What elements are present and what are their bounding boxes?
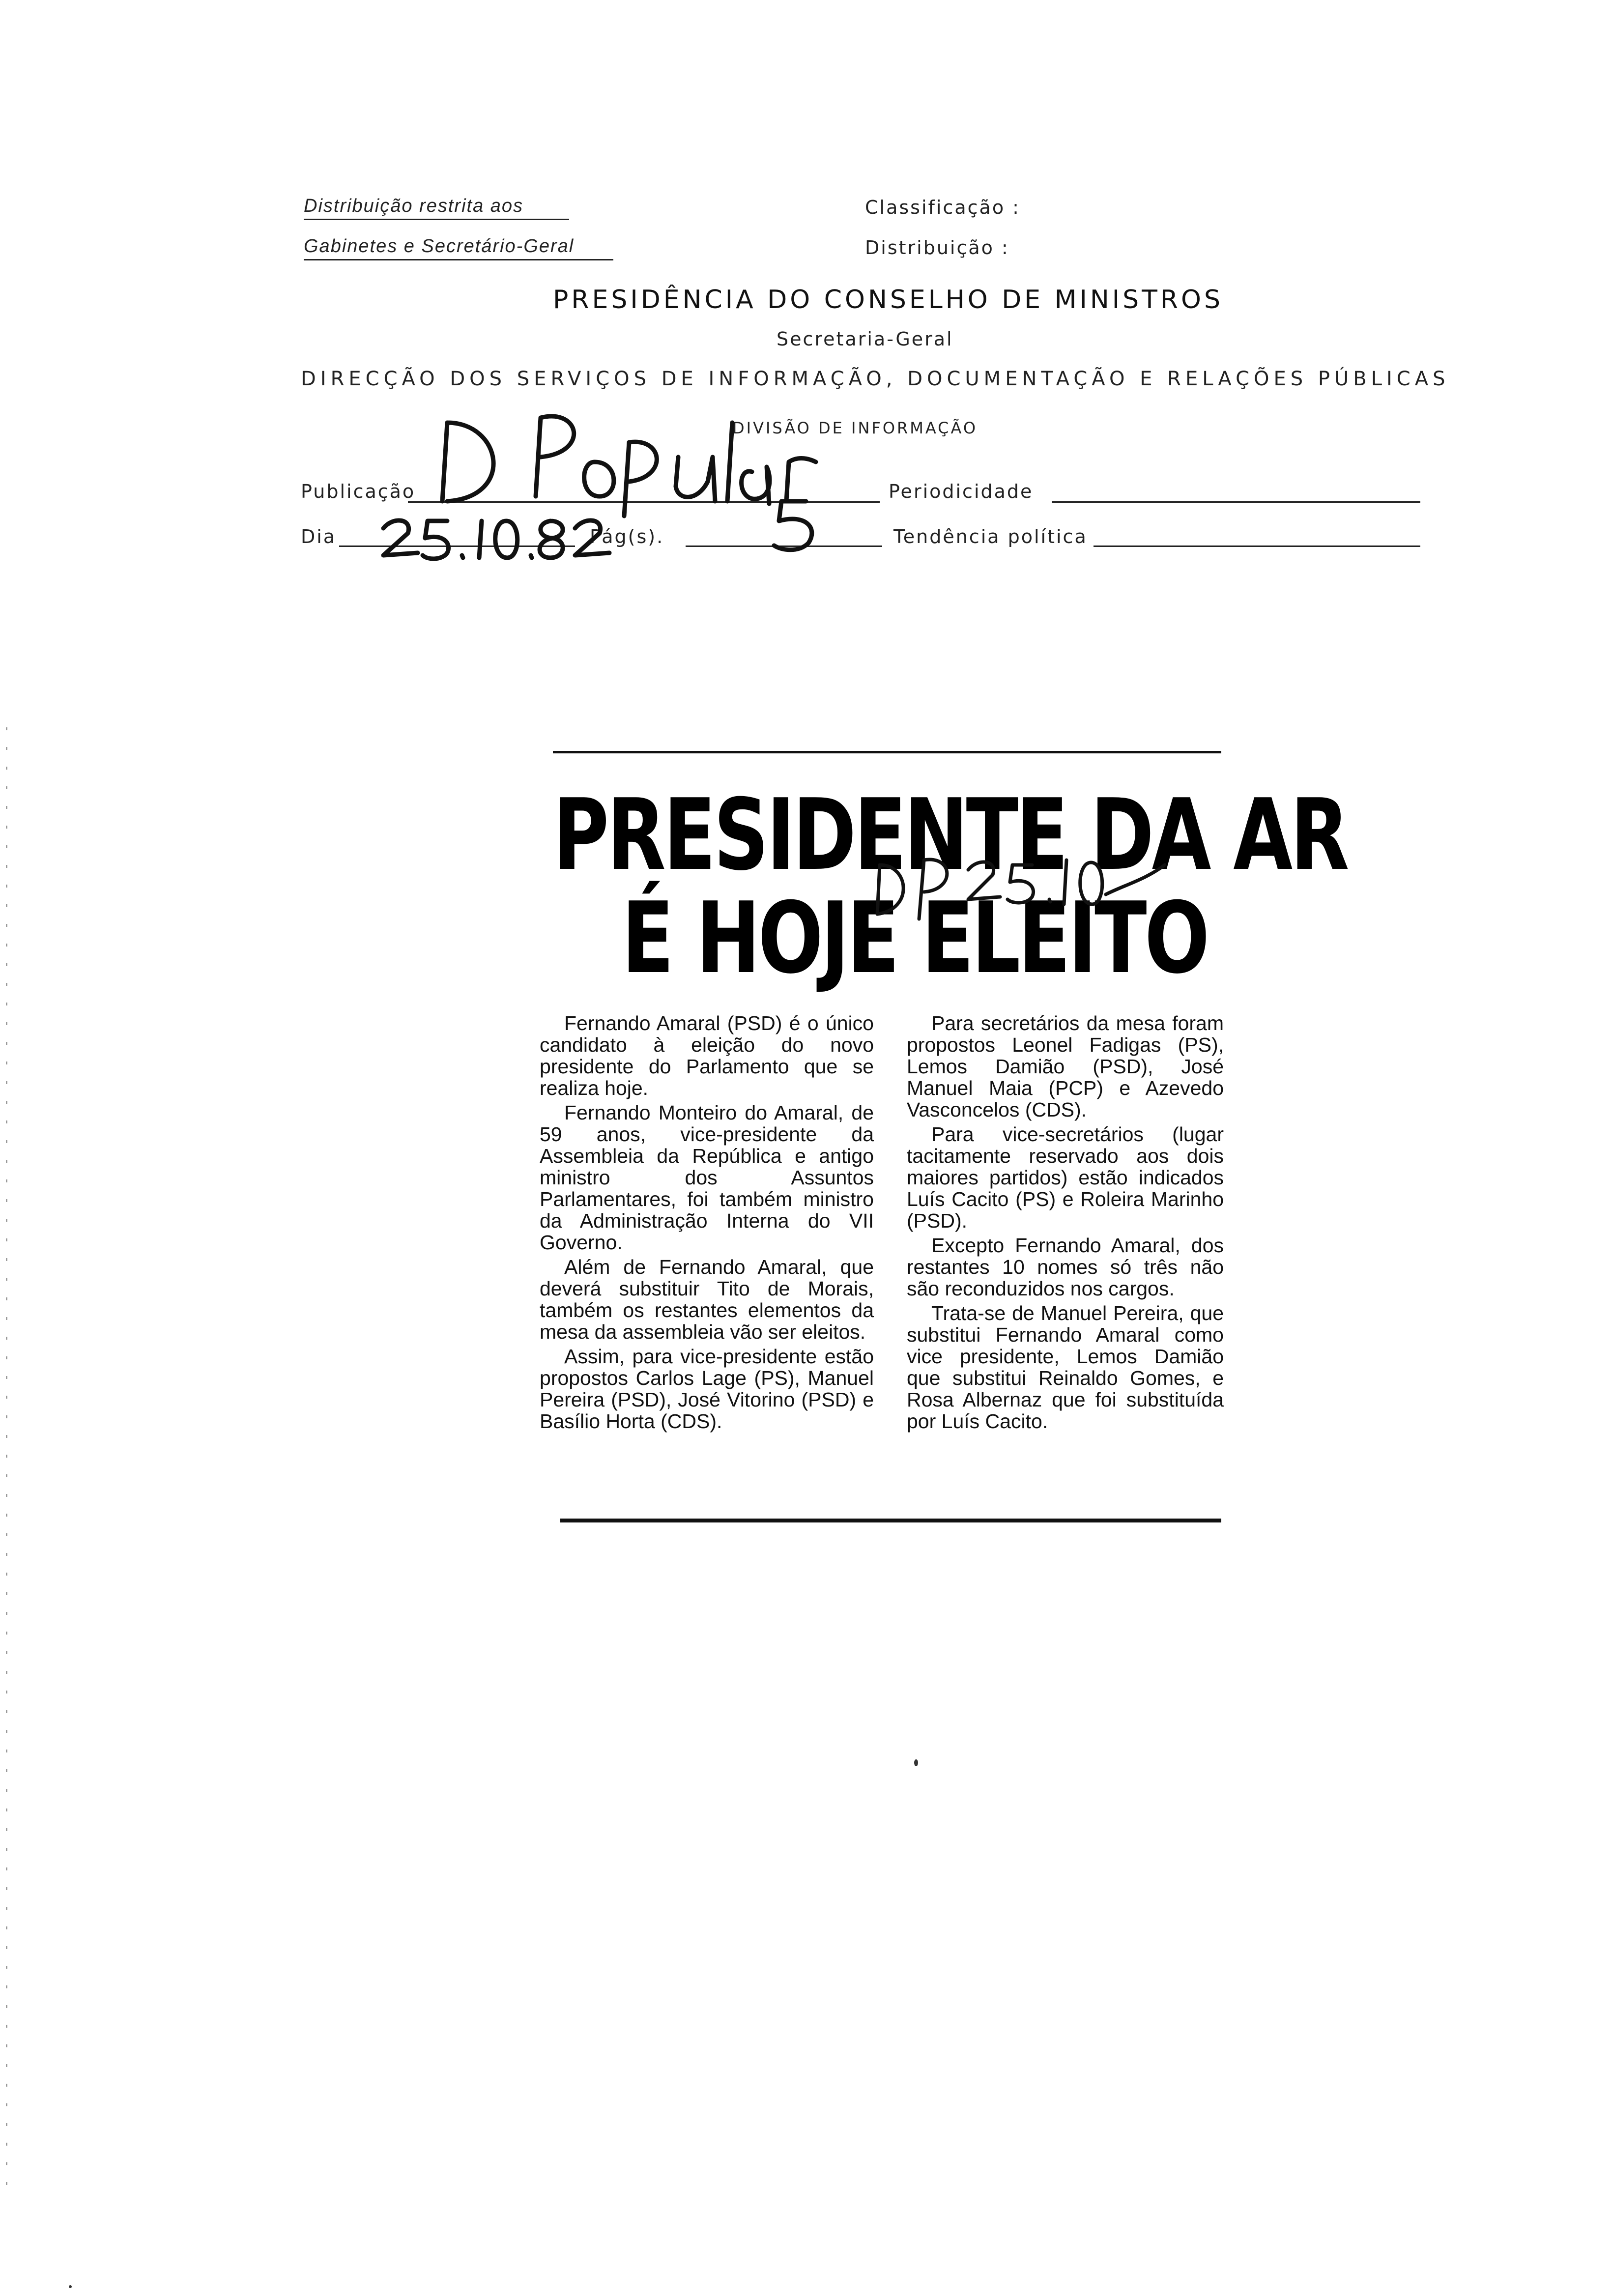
distribution-label: Distribuição : xyxy=(865,237,1009,258)
tendency-label: Tendência política xyxy=(893,526,1088,547)
tendency-field-line xyxy=(1094,545,1420,547)
headline-line1: PRESIDENTE DA AR xyxy=(553,778,1347,892)
article-paragraph: Fernando Amaral (PSD) é o único candidato à eleição do novo presidente do Parlamento que se realiza hoje. xyxy=(540,1012,874,1099)
scan-left-edge xyxy=(6,727,7,2202)
article-top-rule xyxy=(553,751,1221,753)
article-paragraph: Fernando Monteiro do Amaral, de 59 anos, vice-presidente da Assembleia da República e antigo ministro dos Assuntos Parlamentares, foi também ministro da Administração Interna do VII Governo. xyxy=(540,1101,874,1254)
headline-line2: É HOJE ELEITO xyxy=(622,881,1208,996)
org-title: PRESIDÊNCIA DO CONSELHO DE MINISTROS xyxy=(553,285,1223,315)
periodicity-field-line xyxy=(1052,501,1420,503)
article-paragraph: Além de Fernando Amaral, que deverá substituir Tito de Morais, também os restantes elementos da mesa da assembleia vão ser eleitos. xyxy=(540,1256,874,1343)
pages-label: Pág(s). xyxy=(590,526,664,547)
article-paragraph: Para vice-secretários (lugar tacitamente reservado aos dois maiores partidos) estão indicados Luís Cacito (PS) e Roleira Marinho (PSD). xyxy=(907,1123,1224,1232)
scan-speck xyxy=(69,2285,72,2288)
publication-label: Publicação xyxy=(301,481,416,502)
article-paragraph: Excepto Fernando Amaral, dos restantes 10 nomes só três não são reconduzidos nos cargos. xyxy=(907,1234,1224,1300)
division-line: DIVISÃO DE INFORMAÇÃO xyxy=(732,419,978,437)
day-label: Dia xyxy=(301,526,337,547)
article-column-1 xyxy=(540,1012,874,1435)
article-paragraph: Para secretários da mesa foram propostos Leonel Fadigas (PS), Lemos Damião (PSD), José Manuel Maia (PCP) e Azevedo Vasconcelos (CDS). xyxy=(907,1012,1224,1121)
periodicity-label: Periodicidade xyxy=(889,481,1034,502)
distribution-restricted-line2: Gabinetes e Secretário-Geral xyxy=(304,236,613,260)
article-bottom-rule xyxy=(560,1519,1221,1522)
scan-speck xyxy=(914,1759,918,1766)
distribution-restricted-line1: Distribuição restrita aos xyxy=(304,196,569,220)
handwritten-publication-date xyxy=(374,403,924,570)
org-subtitle: Secretaria-Geral xyxy=(777,328,953,350)
article-paragraph: Trata-se de Manuel Pereira, que substitui Fernando Amaral como vice presidente, Lemos Damião que substitui Reinaldo Gomes, e Rosa Albernaz que foi substituída por Luís Cacito. xyxy=(907,1302,1224,1433)
handwritten-headline-note xyxy=(870,845,1175,934)
article-column-2 xyxy=(907,1012,1224,1435)
classification-label: Classificação : xyxy=(865,197,1020,218)
directorate-line: DIRECÇÃO DOS SERVIÇOS DE INFORMAÇÃO, DOCUMENTAÇÃO E RELAÇÕES PÚBLICAS xyxy=(301,368,1450,390)
article-paragraph: Assim, para vice-presidente estão propostos Carlos Lage (PS), Manuel Pereira (PSD), José Vitorino (PSD) e Basílio Horta (CDS). xyxy=(540,1345,874,1433)
